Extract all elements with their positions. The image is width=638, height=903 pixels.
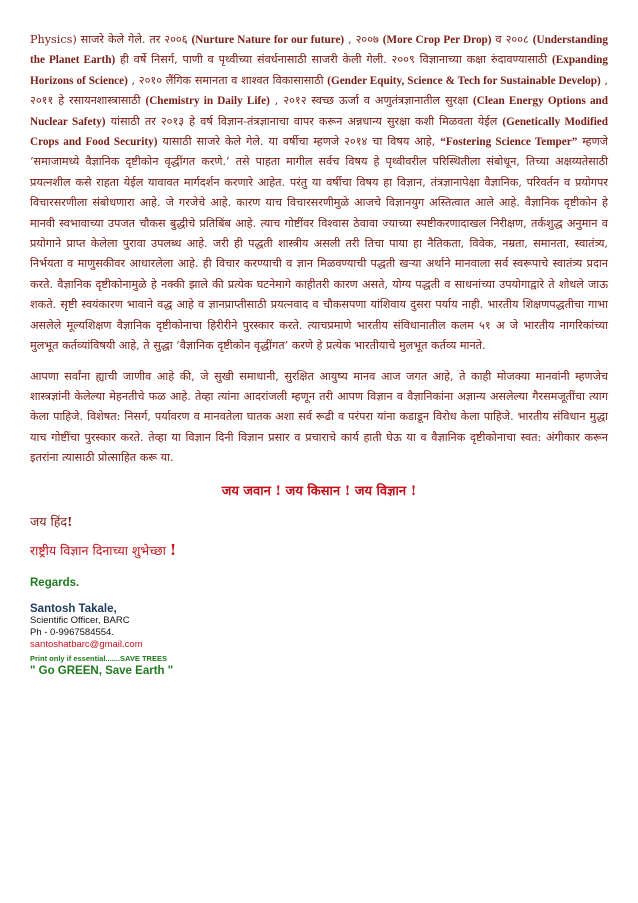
science-day-greeting: [30, 541, 608, 563]
greeting-text: राष्ट्रीय विज्ञान दिनाच्या शुभेच्छा: [30, 542, 166, 558]
jai-hind-text: जय हिंद: [30, 513, 68, 529]
go-green-slogan: " Go GREEN, Save Earth ": [30, 664, 174, 677]
author-phone: Ph - 0-9967584554.: [30, 626, 114, 638]
p1-text: , २०११ हे रसायनशास्त्रासाठी: [30, 73, 608, 108]
jai-hind-exclaim: !: [67, 513, 73, 529]
p1-english-theme: (Expanding Horizons of Science): [30, 54, 608, 87]
p1-text: , २०१२ स्वच्छ ऊर्जा व अणुतंत्रज्ञानातील सुरक्षा: [269, 94, 474, 108]
p1-english-theme: (Genetically Modified Crops and Food Security): [30, 115, 608, 149]
letter-page: [30, 30, 608, 677]
paragraph-tribute-scientists: आपणा सर्वांना ह्याची जाणीव आहे की, जे सुखी समाधानी, सुरक्षित आयुष्य मानव आज जगत आहे, ते काही मोजक्या मानवांनी म्हणजेच शास्त्रज्ञांनी केलेल्या मेहनतीचे फळ आहे. तेव्हा त्यांना आदरांजली म्हणून तरी आपण विज्ञान व वैज्ञानिकांना अज्ञान्य असलेल्या गैरसमजूतींचा त्याग केला पाहिजे. विशेषत: निसर्ग, पर्यावरण व मानवतेला घातक अशा सर्व रूढी व परंपरा यांना कडाडून विरोध केला पाहिजे. भारतीय संविधान मुद्धा याच गोष्टींचा पुरस्कार करते. तेव्हा या विज्ञान दिनी विज्ञान प्रसार व प्रचाराचे कार्य हाती घेऊ या व वैज्ञानिक दृष्टीकोनाचा स्वत: अंगीकार करून इतरांना त्यासाठी प्रोत्साहित करू या.: [30, 369, 608, 465]
p1-english-theme: (Nurture Nature for our future): [191, 34, 345, 46]
p1-text: , २०१० लैंगिक समानता व शाश्वत विकासासाठी: [127, 73, 328, 87]
p1-english-theme: (Understanding the Planet Earth): [30, 34, 608, 67]
regards: Regards.: [30, 576, 80, 589]
author-title: Scientific Officer, BARC: [30, 614, 130, 626]
p1-text: ही वर्षे निसर्ग, पाणी व पृथ्वीच्या संवर्धनासाठी साजरी केली गेली. २००९ विज्ञानाच्या कक्षा रुंदावण्यासाठी: [115, 53, 553, 67]
p1-english-theme: (More Crop Per Drop): [382, 34, 492, 46]
p1-theme-2014: “Fostering Science Temper”: [440, 136, 578, 149]
signature-block: [30, 577, 608, 677]
p1-text: व २००८: [491, 33, 533, 46]
p1-english-theme: (Clean Energy Options and Nuclear Safety): [30, 95, 608, 128]
author-email[interactable]: santoshatbarc@gmail.com: [30, 638, 143, 650]
p1-text: , २००७: [344, 33, 383, 46]
greeting-exclaim: !: [169, 540, 177, 559]
p1-english-theme: (Chemistry in Daily Life): [145, 95, 270, 108]
save-trees-note: Print only if essential.......SAVE TREES: [30, 653, 167, 663]
author-name: Santosh Takale,: [30, 602, 117, 615]
slogan: जय जवान ! जय किसान ! जय विज्ञान !: [221, 483, 417, 499]
p1-text: यासाठी साजरे केले गेले. या वर्षीचा म्हणजे २०१४ चा विषय आहे,: [157, 135, 441, 149]
paragraph-science-day-themes: [30, 30, 608, 357]
p1-text: यांसाठी तर २०१३ हे वर्ष विज्ञान-तंत्रज्ञानाचा वापर करून अन्नधान्य सुरक्षा कशी मिळवता येईल: [105, 114, 503, 128]
p1-text: म्हणजे ‘समाजामध्ये वैज्ञानिक दृष्टीकोन वृद्धींगत करणे.’ तसे पाहता मागील सर्वच विषय हे पृथ्वीवरील परिस्थितीला संबोधून, तिच्या अक्षय्यतेसाठी प्रयत्नशील कसे राहता येईल यावावत मार्गदर्शन करणारे आहेत. परंतु या वर्षीचा विषय हा विज्ञान, तंत्रज्ञानापेक्षा वैज्ञानिक, परिवर्तन व प्रयोगपर विचारसरणीला संबोधणारा आहे. जे गरजेचे आहे. कारण याच विचारसरणीमुळे आजचे विज्ञानयुग अस्तित्वात आले आहे. वैज्ञानिक दृष्टीकोन हे मानवी स्वभावाच्या उपजत चौकस बुद्धीचे प्रतिबिंब आहे. त्याच गोष्टींवर विश्वास ठेवावा ज्याच्या स्पष्टीकरणादाखल निरीक्षण, तर्कशुद्ध अनुमान व प्रयोगाने प्राप्त केलेला पुरावा उपलब्ध आहे. जरी ही पद्धती शास्त्रीय असली तरी तिचा पाया हा नैतिकता, विवेक, नम्रता, समानता, स्वातंत्र्य, निर्भयता व माणुसकीवर आधारलेला आहे. ही विचार करण्याची व ज्ञान मिळवण्याची पद्धती खऱ्या अर्थाने मानवाला सर्व स्वरूपाचे स्वातंत्र्य प्रदान करते. वैज्ञानिक दृष्टीकोनामुळे हे नक्की झाले की प्रत्येक घटनेमागे काहीतरी कारण असते, योग्य पद्धती व साधनांच्या उपयोगाद्वारे ते शोधले जाऊ शकते. सृष्टी स्वयंकारण भावाने वद्ध आहे व ज्ञानप्राप्तीसाठी प्रयत्नवाद व चौकसपणा यांशिवाय दुसरा पर्याय नाही. भारतीय शिक्षणपद्धतीचा गाभा असलेले मूल्यशिक्षण वैज्ञानिक दृष्टीकोनाचा हिरीरीने पुरस्कार करते. त्याचप्रमाणे भारतीय संविधानातील कलम ५१ अ जे भारतीय नागरिकांच्या मुलभूत कर्तव्यांविषयी आहे, ते सुद्धा ‘वैज्ञानिक दृष्टीकोन वृद्धींगत’ करणे हे प्रत्येक भारतीयाचे मुलभूत कर्तव्य मानते.: [30, 135, 608, 353]
p1-english-theme: (Gender Equity, Science & Tech for Sustainable Develop): [327, 74, 601, 87]
p1-text: Physics) साजरे केले गेले. तर २००६: [30, 33, 192, 46]
jai-hind: [30, 513, 608, 533]
